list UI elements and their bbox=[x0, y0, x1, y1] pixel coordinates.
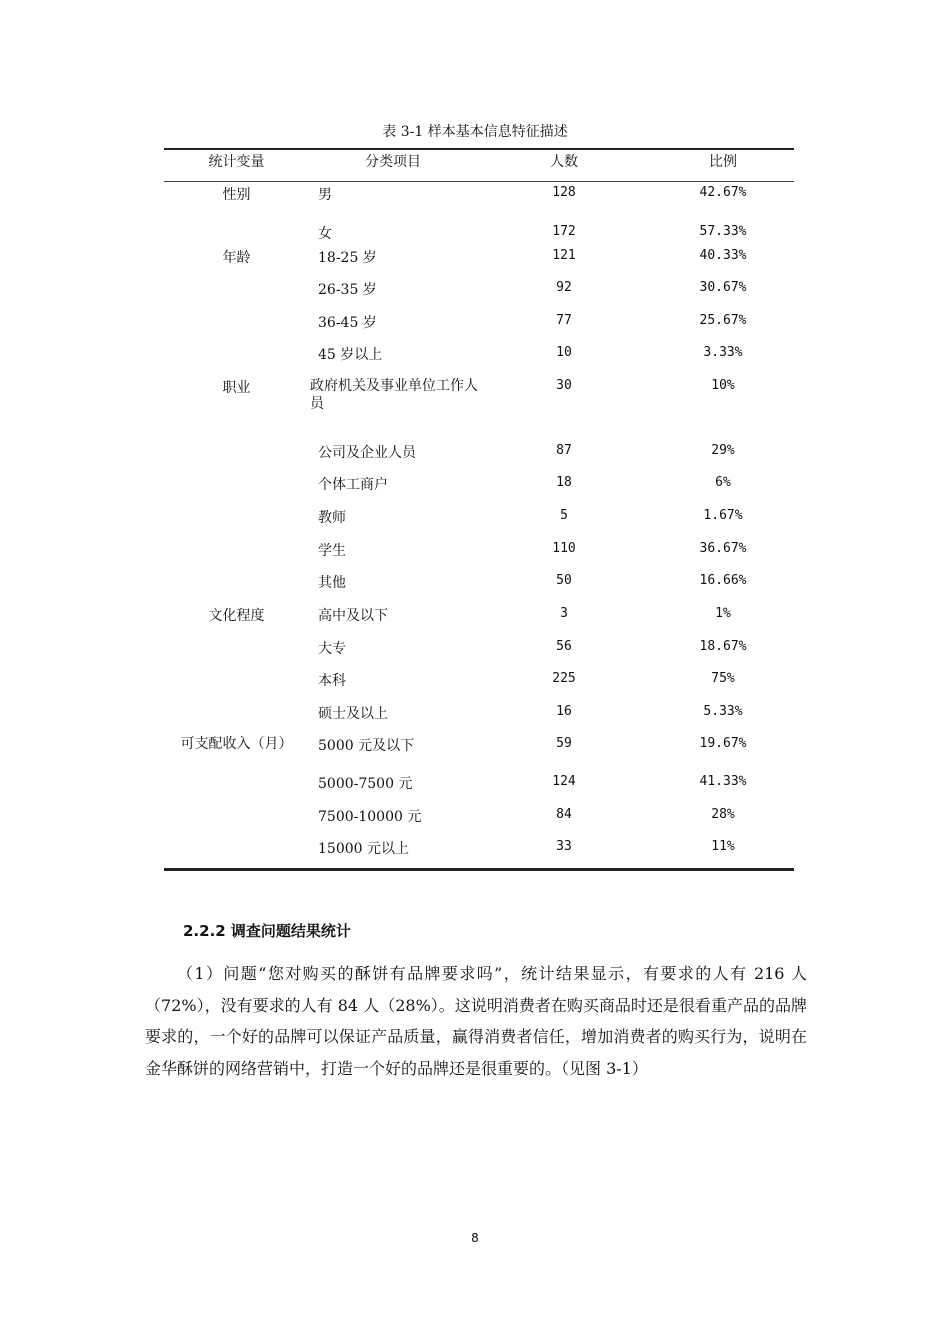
header-ratio: 比例 bbox=[709, 154, 737, 170]
group-gender: 性别 bbox=[222, 187, 251, 203]
table-top-rule bbox=[164, 148, 794, 150]
group-income: 可支配收入（月） bbox=[180, 736, 293, 752]
body-paragraph: （1）问题“您对购买的酥饼有品牌要求吗”，统计结果显示，有要求的人有 216 人（72%），没有要求的人有 84 人（28%）。这说明消费者在购买商品时还是很看重产品的品牌要求的，一个好的品牌可以保证产品质量，赢得消费者信任，增加消费者的购买行为，说明在金华酥饼的网络营销中，打造一个好的品牌还是很重要的。（见图 3-1） bbox=[145, 964, 807, 1078]
group-occupation: 职业 bbox=[222, 380, 251, 396]
table-header-rule bbox=[164, 181, 794, 182]
header-count: 人数 bbox=[550, 154, 578, 170]
header-category: 分类项目 bbox=[365, 154, 421, 170]
section-heading: 2.2.2 调查问题结果统计 bbox=[183, 922, 351, 940]
table-bottom-rule bbox=[164, 868, 794, 871]
page-number: 8 bbox=[471, 1231, 479, 1245]
group-age: 年龄 bbox=[222, 250, 251, 266]
group-education: 文化程度 bbox=[208, 608, 265, 624]
header-variable: 统计变量 bbox=[208, 154, 265, 170]
table-caption: 表 3-1 样本基本信息特征描述 bbox=[382, 124, 568, 140]
